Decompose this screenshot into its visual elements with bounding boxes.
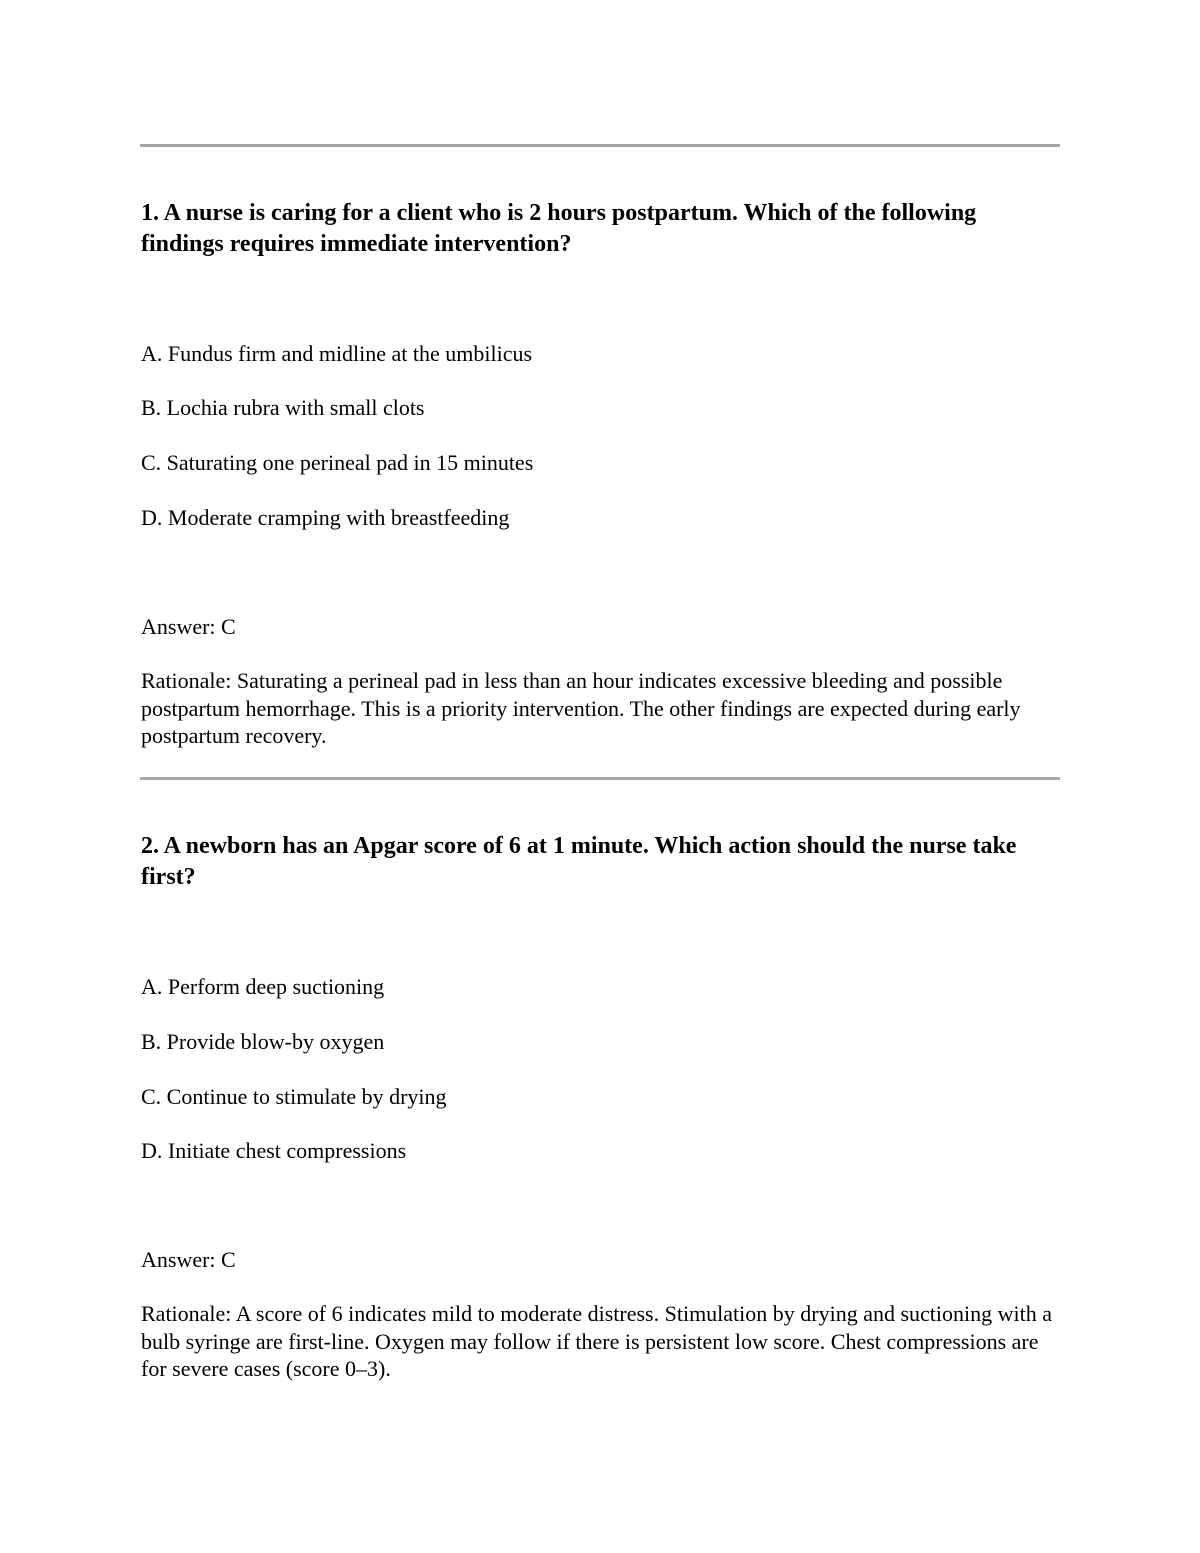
- question-1-answer: Answer: C: [141, 614, 236, 639]
- question-1-option-a: A. Fundus firm and midline at the umbilicus: [141, 341, 533, 366]
- question-2-rationale: Rationale: A score of 6 indicates mild to moderate distress. Stimulation by drying and suctioning with a bulb syringe are first-line. Oxygen may follow if there is persistent low score. Chest compressions are for severe cases (score 0–3).: [141, 1301, 1053, 1381]
- question-2-option-d: D. Initiate chest compressions: [141, 1138, 407, 1163]
- question-1-option-b: B. Lochia rubra with small clots: [141, 395, 425, 420]
- question-1-rationale: Rationale: Saturating a perineal pad in less than an hour indicates excessive bleeding and possible postpartum hemorrhage. This is a priority intervention. The other findings are expected during early postpartum recovery.: [141, 668, 1021, 748]
- question-2-answer: Answer: C: [141, 1247, 236, 1272]
- question-2-prompt: 2. A newborn has an Apgar score of 6 at 1 minute. Which action should the nurse take first?: [141, 833, 1017, 890]
- horizontal-divider: [140, 144, 1060, 147]
- question-1-prompt: 1. A nurse is caring for a client who is 2 hours postpartum. Which of the following findings requires immediate intervention?: [141, 200, 977, 257]
- question-2-option-b: B. Provide blow-by oxygen: [141, 1029, 385, 1054]
- question-2-option-c: C. Continue to stimulate by drying: [141, 1084, 447, 1109]
- question-2-option-a: A. Perform deep suctioning: [141, 974, 385, 999]
- question-1-option-d: D. Moderate cramping with breastfeeding: [141, 505, 510, 530]
- horizontal-divider: [140, 777, 1060, 780]
- question-1-option-c: C. Saturating one perineal pad in 15 minutes: [141, 450, 534, 475]
